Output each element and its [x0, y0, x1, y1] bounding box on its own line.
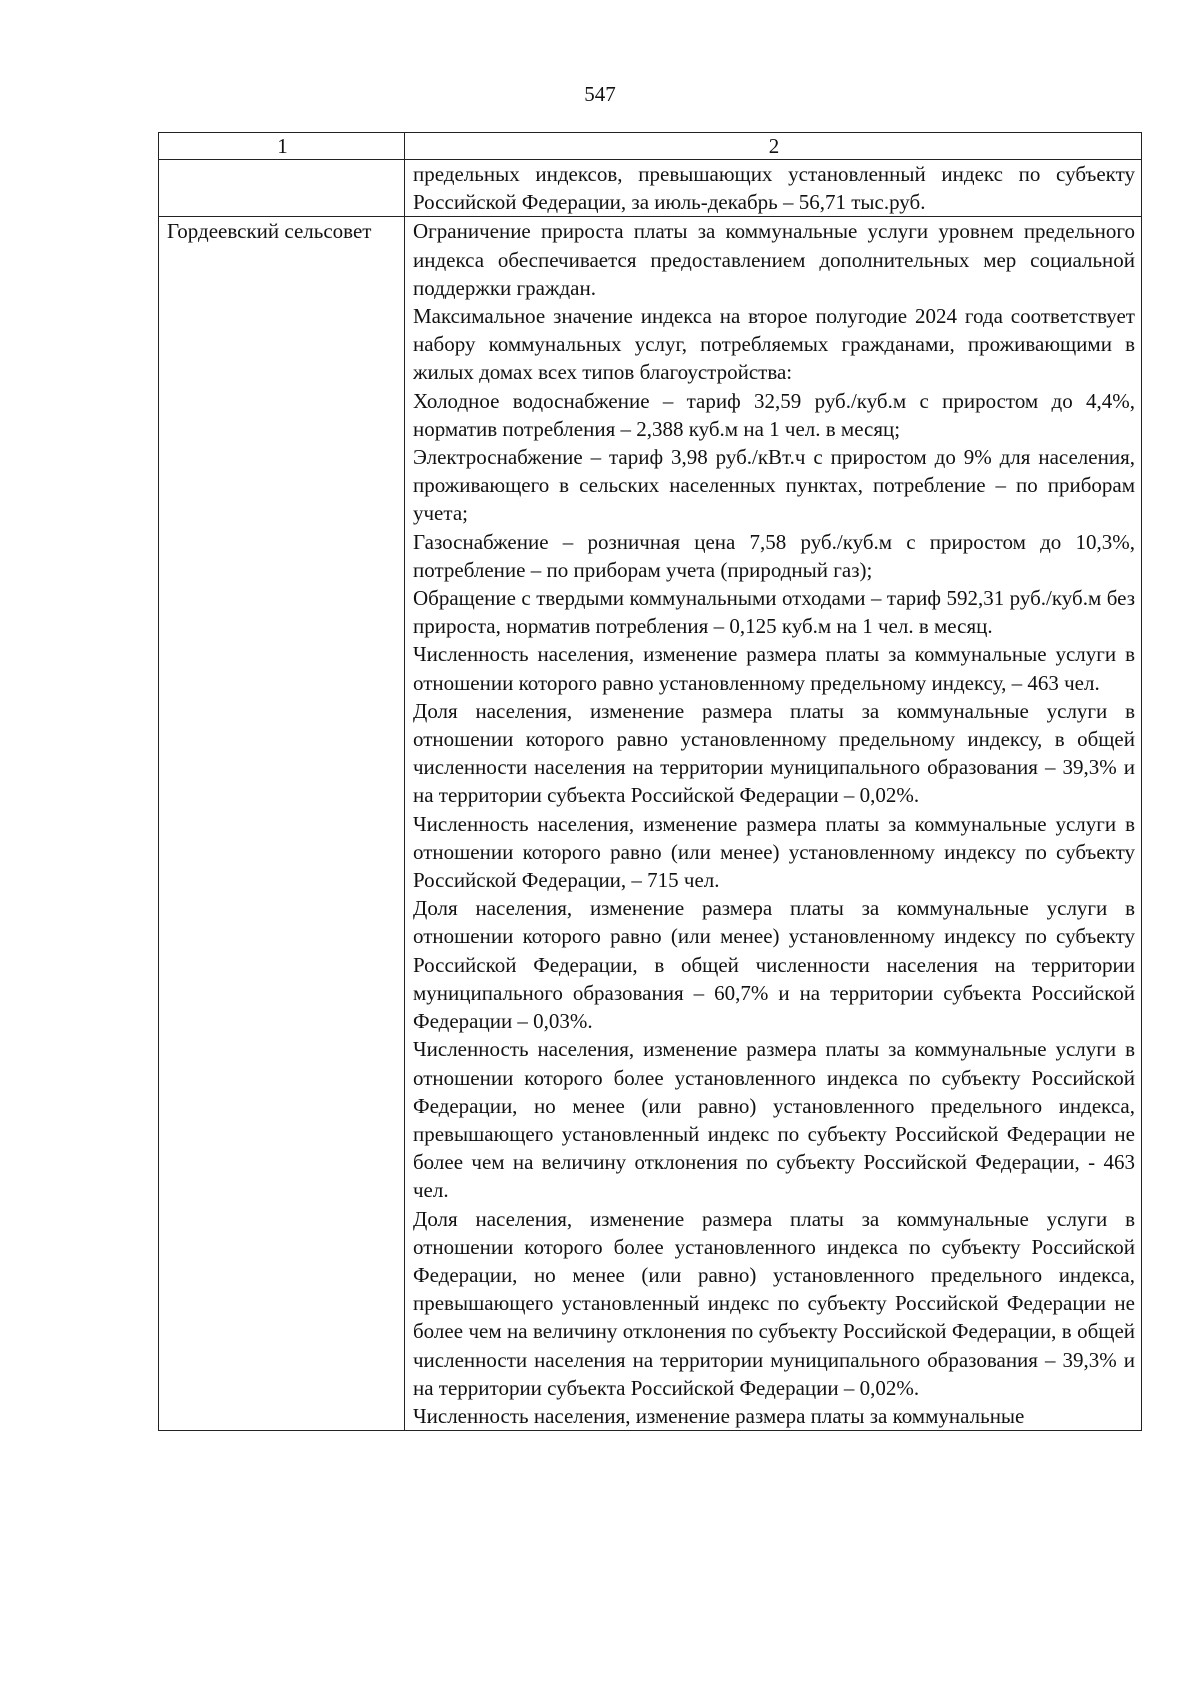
paragraph: Газоснабжение – розничная цена 7,58 руб./куб.м с приростом до 10,3%, потребление – по приборам учета (природный газ); [413, 529, 1135, 582]
paragraph: Численность населения, изменение размера платы за коммунальные услуги в отношении которого равно (или менее) установленному индексу по субъекту Российской Федерации, – 715 чел. [413, 811, 1135, 893]
municipality-description [405, 217, 1142, 1431]
column-header-1: 1 [159, 133, 405, 160]
table-header-row [159, 133, 1142, 160]
paragraph: Холодное водоснабжение – тариф 32,59 руб./куб.м с приростом до 4,4%, норматив потребления – 2,388 куб.м на 1 чел. в месяц; [413, 388, 1135, 441]
paragraph: Ограничение прироста платы за коммунальные услуги уровнем предельного индекса обеспечивается предоставлением дополнительных мер социальной поддержки граждан. [413, 219, 1135, 300]
continuation-left-cell [159, 160, 405, 217]
paragraph: Численность населения, изменение размера платы за коммунальные [413, 1403, 1025, 1428]
continuation-right-cell [405, 160, 1142, 217]
paragraph: Электроснабжение – тариф 3,98 руб./кВт.ч с приростом до 9% для населения, проживающего в сельских населенных пунктах, потребление – по приборам учета; [413, 445, 1135, 526]
paragraph: Численность населения, изменение размера платы за коммунальные услуги в отношении которого более установленного индекса по субъекту Российской Федерации, но менее (или равно) установленного предельного индекса, превышающего установленный индекс по субъекту Российской Федерации не более чем на величину отклонения по субъекту Российской Федерации, - 463 чел. [413, 1037, 1135, 1203]
continuation-paragraph: предельных индексов, превышающих установленный индекс по субъекту Российской Федерации, за июль-декабрь – 56,71 тыс.руб. [413, 162, 1135, 215]
paragraph: Доля населения, изменение размера платы за коммунальные услуги в отношении которого равно установленному предельному индексу, в общей численности населения на территории муниципального образования – 39,3% и на территории субъекта Российской Федерации – 0,02%. [413, 698, 1135, 808]
paragraph: Доля населения, изменение размера платы за коммунальные услуги в отношении которого более установленного индекса по субъекту Российской Федерации, но менее (или равно) установленного предельного индекса, превышающего установленный индекс по субъекту Российской Федерации не более чем на величину отклонения по субъекту Российской Федерации, в общей численности населения на территории муниципального образования – 39,3% и на территории субъекта Российской Федерации – 0,02%. [413, 1206, 1135, 1400]
paragraph: Максимальное значение индекса на второе полугодие 2024 года соответствует набору коммунальных услуг, потребляемых гражданами, проживающими в жилых домах всех типов благоустройства: [413, 304, 1135, 385]
paragraph: Обращение с твердыми коммунальными отходами – тариф 592,31 руб./куб.м без прироста, норматив потребления – 0,125 куб.м на 1 чел. в месяц. [413, 586, 1135, 639]
municipality-name: Гордеевский сельсовет [159, 217, 405, 1431]
table-row-municipality [159, 217, 1142, 1431]
column-header-2: 2 [405, 133, 1142, 160]
table-row-continuation [159, 160, 1142, 217]
tariff-table [158, 132, 1142, 1431]
paragraph: Доля населения, изменение размера платы за коммунальные услуги в отношении которого равно (или менее) установленному индексу по субъекту Российской Федерации, в общей численности населения на территории муниципального образования – 60,7% и на территории субъекта Российской Федерации – 0,03%. [413, 896, 1135, 1034]
paragraph: Численность населения, изменение размера платы за коммунальные услуги в отношении которого равно установленному предельному индексу, – 463 чел. [413, 642, 1135, 695]
page-number: 547 [584, 82, 616, 106]
